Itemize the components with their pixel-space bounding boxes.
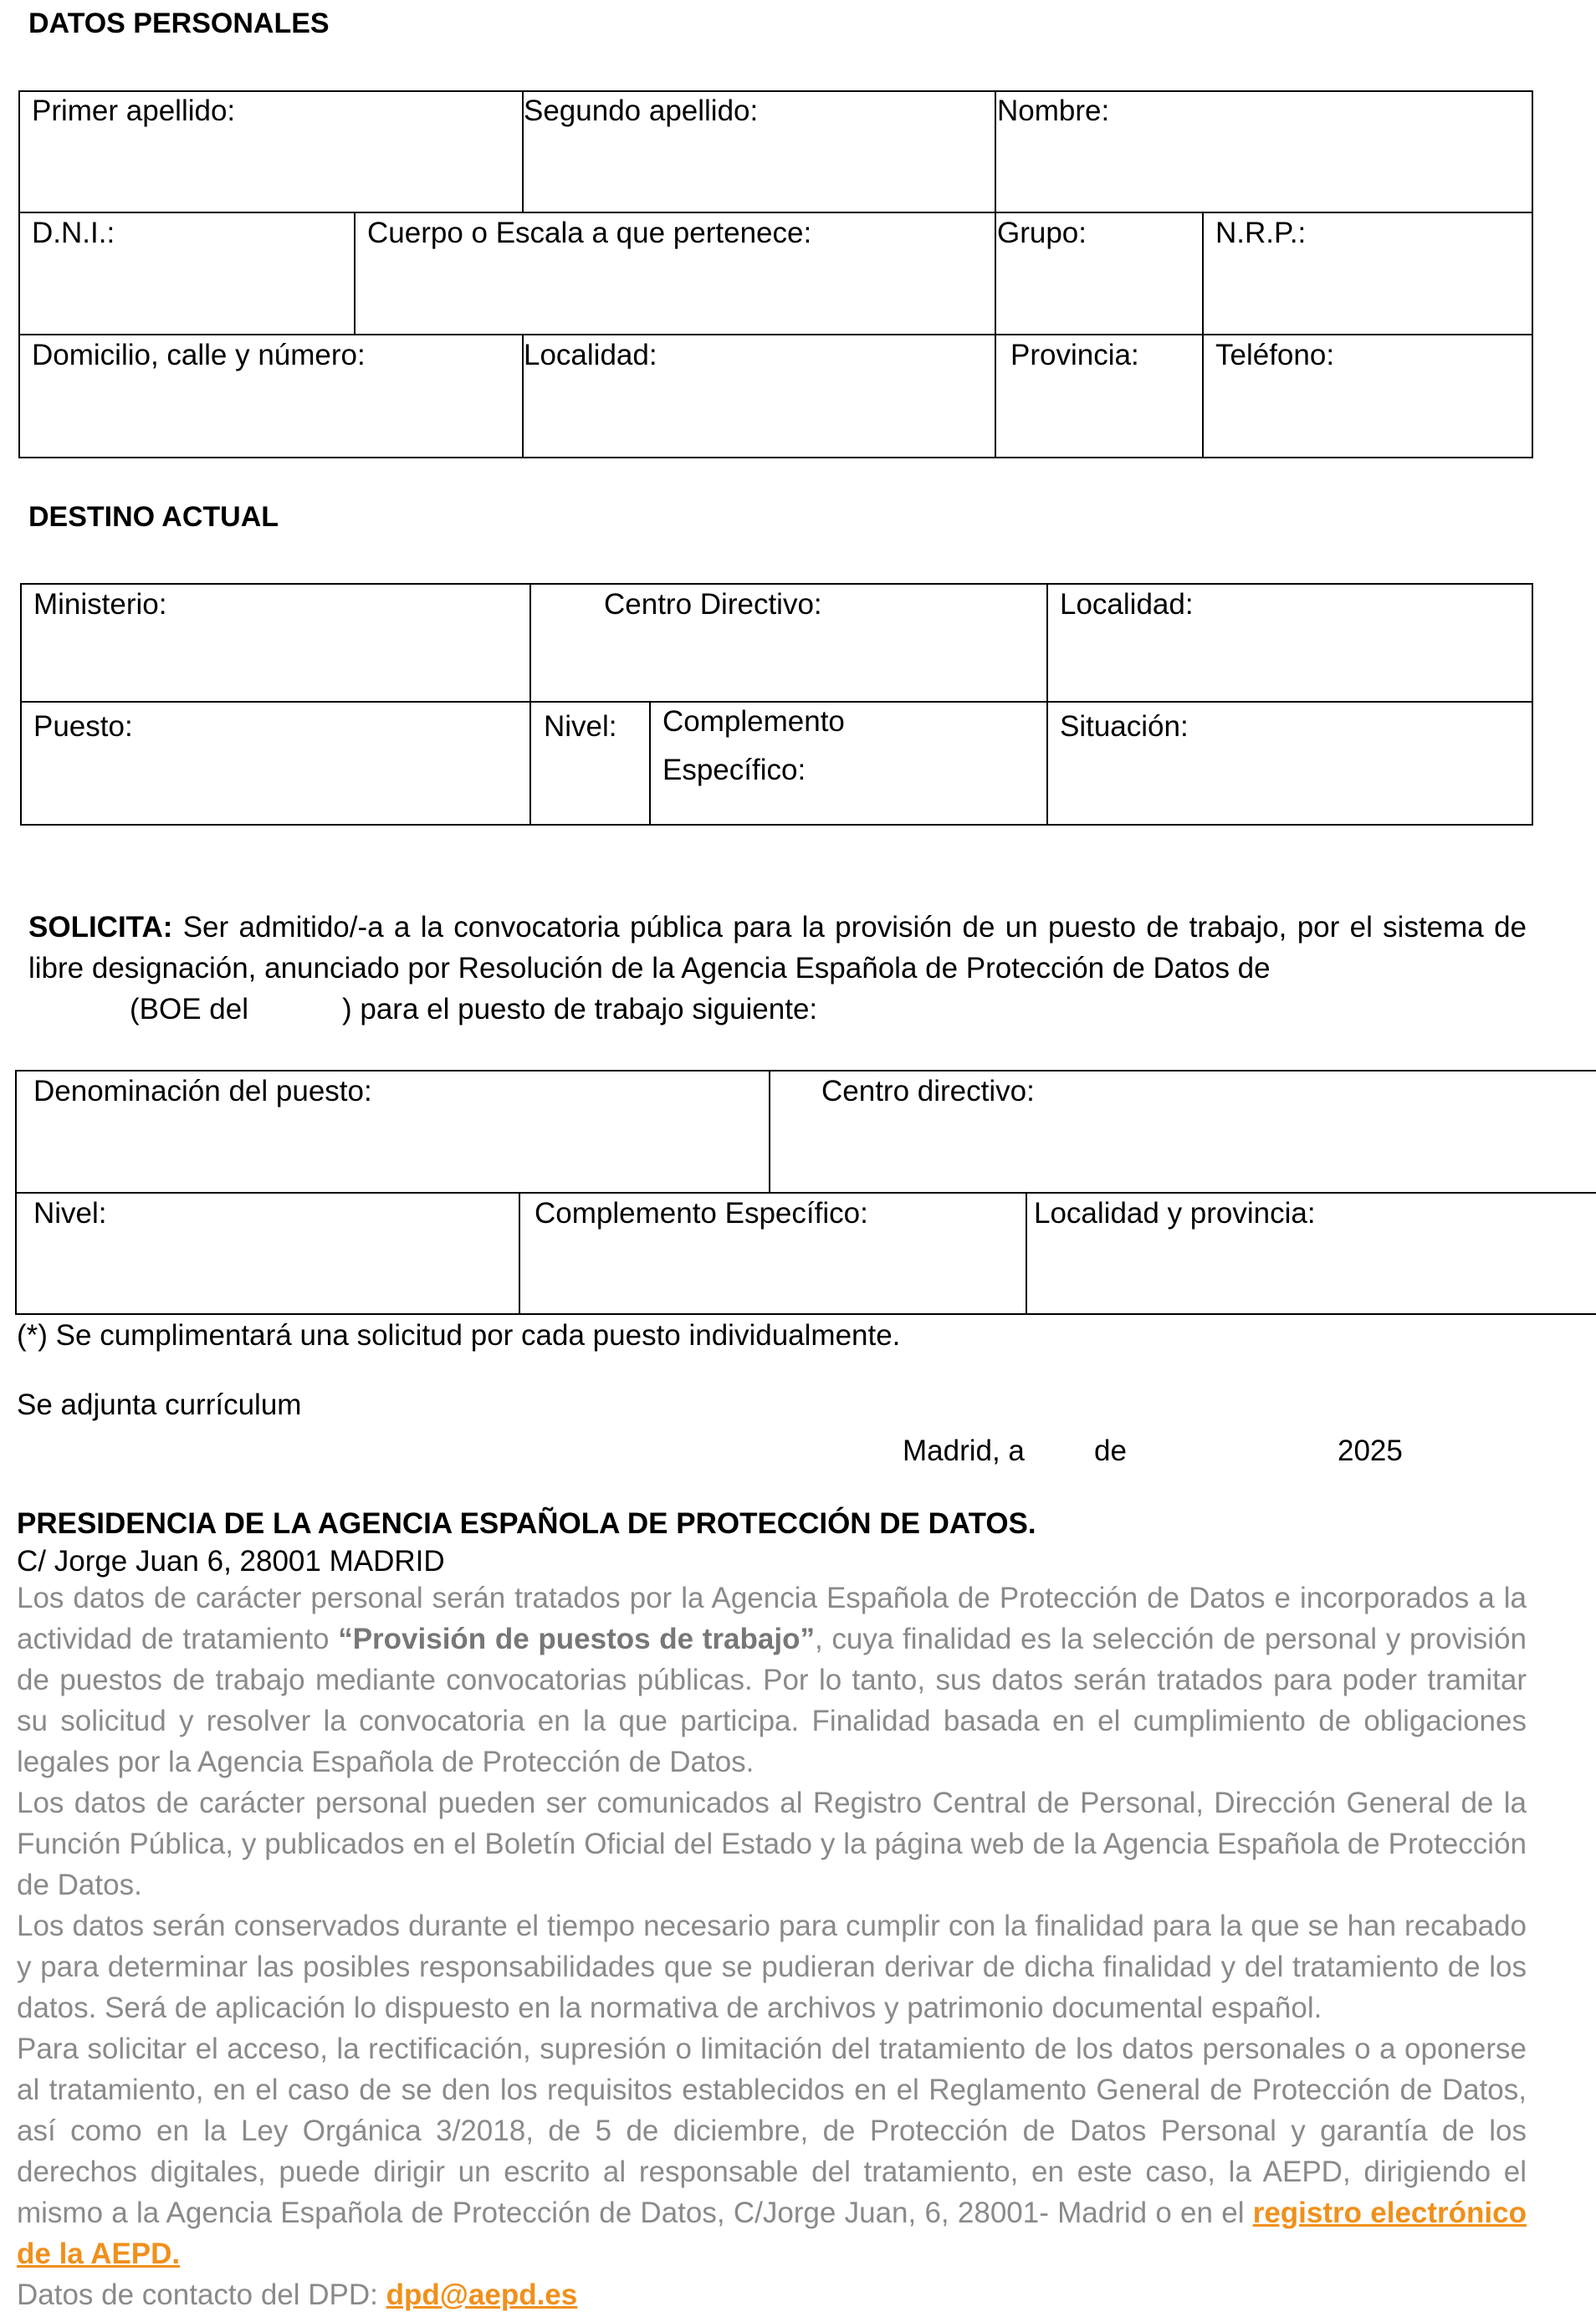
fecha-lugar: Madrid, a — [903, 1435, 1025, 1467]
adjunta-curriculum: Se adjunta currículum — [17, 1389, 302, 1421]
provincia-field[interactable]: Provincia: — [1010, 339, 1139, 371]
ministerio-field[interactable]: Ministerio: — [33, 588, 167, 621]
nota-solicitud: (*) Se cumplimentará una solicitud por cada puesto individualmente. — [17, 1319, 901, 1352]
p1-text-b: , cuya finalidad es la selección de personal y provisión de puestos de trabajo mediante convocatorias públicas. Por lo tanto, sus datos serán tratados para poder tramitar su solicitud y resolver la convocatoria en la que participa. Finalidad basada en el cumplimiento de obligaciones legales por la Agencia Española de Protección de Datos. — [17, 1623, 1527, 1778]
complemento-line-1: Complemento — [662, 705, 845, 738]
proteccion-parrafo-1 — [17, 1578, 1527, 1782]
nivel-solicitado-field[interactable]: Nivel: — [33, 1197, 107, 1230]
complemento-especifico-solicitado-field[interactable]: Complemento Específico: — [535, 1197, 868, 1230]
registro-electronico-link[interactable]: registro electrónico de la AEPD. — [17, 2197, 1527, 2270]
telefono-field[interactable]: Teléfono: — [1215, 339, 1335, 371]
solicita-paragraph — [28, 907, 1527, 989]
section-title-destino-actual: DESTINO ACTUAL — [28, 501, 279, 533]
denominacion-puesto-field[interactable]: Denominación del puesto: — [33, 1075, 372, 1107]
solicita-text: Ser admitido/-a a la convocatoria pública para la provisión de un puesto de trabajo, por el sistema de libre designación, anunciado por Resolución de la Agencia Española de Protección de Datos de — [28, 911, 1527, 985]
localidad-destino-field[interactable]: Localidad: — [1060, 588, 1194, 621]
p1-text-a: Los datos de carácter personal serán tratados por la Agencia Española de Protección de Datos e incorporados a la actividad de tratamiento — [17, 1582, 1527, 1655]
puesto-field[interactable]: Puesto: — [33, 710, 133, 743]
dpd-email-link[interactable]: dpd@aepd.es — [386, 2279, 578, 2311]
proteccion-datos-block — [17, 1578, 1527, 2315]
dni-field[interactable]: D.N.I.: — [32, 217, 115, 249]
situacion-field[interactable]: Situación: — [1060, 710, 1189, 743]
destinatario-nombre: PRESIDENCIA DE LA AGENCIA ESPAÑOLA DE PROTECCIÓN DE DATOS. — [17, 1507, 1036, 1540]
localidad-field[interactable]: Localidad: — [524, 339, 657, 371]
nombre-field[interactable]: Nombre: — [997, 95, 1110, 127]
boe-label: (BOE del — [130, 993, 248, 1025]
centro-directivo-field[interactable]: Centro Directivo: — [604, 588, 822, 621]
primer-apellido-field[interactable]: Primer apellido: — [32, 95, 236, 127]
segundo-apellido-field[interactable]: Segundo apellido: — [524, 95, 759, 127]
complemento-line-2: Específico: — [662, 754, 806, 786]
solicita-label: SOLICITA: — [28, 911, 173, 944]
nrp-field[interactable]: N.R.P.: — [1215, 217, 1307, 249]
boe-line — [130, 989, 817, 1030]
dpd-label: Datos de contacto del DPD: — [17, 2279, 386, 2311]
fecha-anio: 2025 — [1338, 1435, 1403, 1467]
dpd-contacto — [17, 2274, 1527, 2315]
proteccion-parrafo-2: Los datos de carácter personal pueden ser comunicados al Registro Central de Personal, Dirección General de la Función Pública, y publicados en el Boletín Oficial del Estado y la página web de la Agencia Española de Protección de Datos. — [17, 1787, 1527, 1901]
nivel-destino-field[interactable]: Nivel: — [544, 710, 617, 743]
boe-suffix: ) para el puesto de trabajo siguiente: — [342, 993, 818, 1025]
grupo-field[interactable]: Grupo: — [997, 217, 1087, 249]
section-title-datos-personales: DATOS PERSONALES — [28, 8, 330, 39]
centro-directivo-solicitado-field[interactable]: Centro directivo: — [821, 1075, 1035, 1107]
domicilio-field[interactable]: Domicilio, calle y número: — [32, 339, 366, 371]
localidad-provincia-field[interactable]: Localidad y provincia: — [1034, 1197, 1316, 1230]
complemento-especifico-destino-field[interactable] — [662, 698, 845, 795]
p4-text: Para solicitar el acceso, la rectificación, supresión o limitación del tratamiento de los datos personales o a oponerse al tratamiento, en el caso de se den los requisitos establecidos en el Reglamento General de Protección de Datos, así como en la Ley Orgánica 3/2018, de 5 de diciembre, de Protección de Datos Personal y garantía de los derechos digitales, puede dirigir un escrito al responsable del tratamiento, en este caso, la AEPD, dirigiendo el mismo a la Agencia Española de Protección de Datos, C/Jorge Juan, 6, 28001- Madrid o en el — [17, 2033, 1527, 2229]
proteccion-parrafo-3: Los datos serán conservados durante el tiempo necesario para cumplir con la finalidad para la que se han recabado y para determinar las posibles responsabilidades que se pudieran derivar de dicha finalidad y del tratamiento de los datos. Será de aplicación lo dispuesto en la normativa de archivos y patrimonio documental español. — [17, 1910, 1527, 2024]
proteccion-parrafo-4 — [17, 2028, 1527, 2274]
cuerpo-escala-field[interactable]: Cuerpo o Escala a que pertenece: — [367, 217, 812, 249]
p1-bold: “Provisión de puestos de trabajo” — [338, 1623, 815, 1655]
fecha-de: de — [1094, 1435, 1127, 1467]
destinatario-direccion: C/ Jorge Juan 6, 28001 MADRID — [17, 1545, 445, 1578]
